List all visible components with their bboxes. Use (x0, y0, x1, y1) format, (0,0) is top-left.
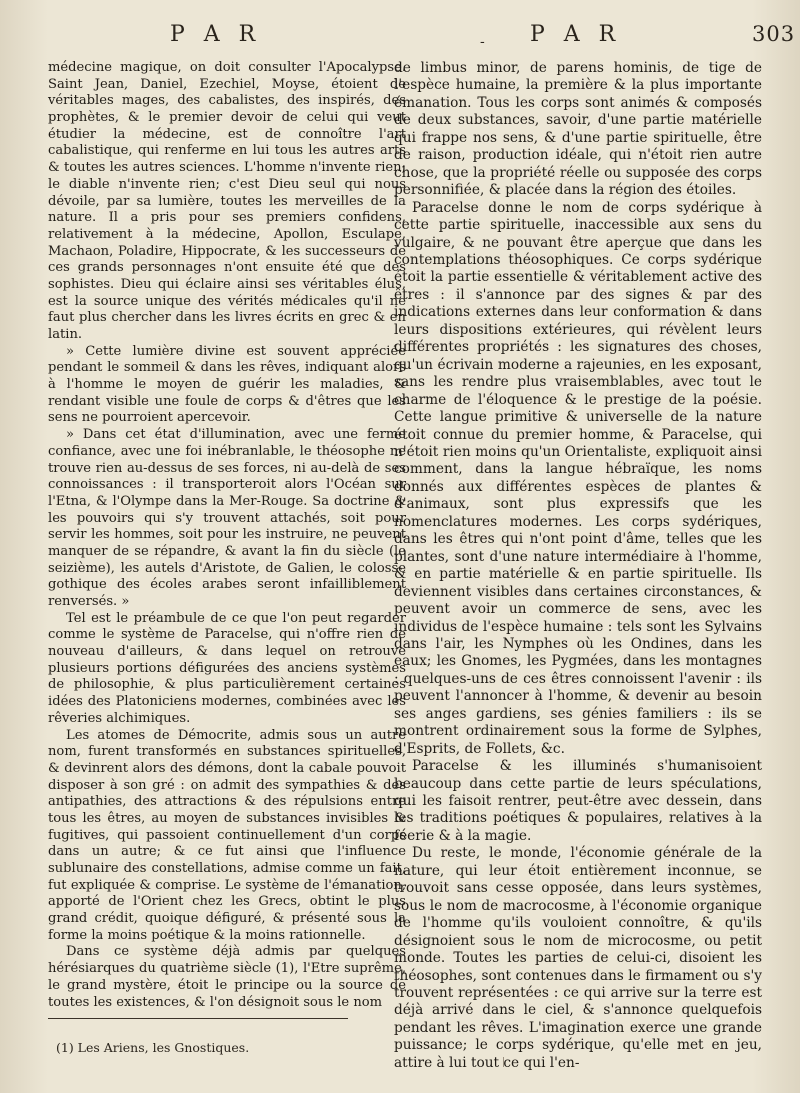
page-number: 303 (752, 22, 796, 46)
left-paragraph-4: Tel est le préambule de ce que l'on peut regarder comme le système de Paracelse, qui n'offre rien de nouveau d'ailleurs, & dans lequel on retrouve plusieurs portions défigurées des anciens systèmes de philosophie, & plus particulièrement certaines idées des Platoniciens modernes, combinées avec les rêveries alchimiques. (48, 610, 406, 726)
right-paragraph-4: Du reste, le monde, l'économie générale de la nature, qui leur étoit entièrement inconnue, se trouvoit sans cesse opposée, dans leurs systèmes, sous le nom de macrocosme, à l'économie organique de l'homme qu'ils vouloient connoître, & qu'ils désignoient sous le nom de microcosme, ou petit monde. Toutes les parties de celui-ci, disoient les théosophes, sont contenues dans le firmament ou s'y trouvent représentées : ce qui arrive sur la terre est déjà arrivé dans le ciel, & s'annonce quelquefois pendant les rêves. L'imagination exerce une grande puissance; le corps sydérique, qu'elle met en jeu, attire à lui tout ce qui l'en- (394, 845, 762, 1071)
left-paragraph-2: » Cette lumière divine est souvent appréciée pendant le sommeil & dans les rêves, indiquant alors à l'homme le moyen de guérir les maladies, & rendant visible une foule de corps & d'êtres que les sens ne pourroient apercevoir. (48, 343, 406, 426)
running-head-dash: - (480, 34, 485, 50)
left-paragraph-6: Dans ce système déjà admis par quelques hérésiarques du quatrième siècle (1), l'Etre suprême, le grand mystère, étoit le principe ou la source de toutes les existences, & l'on désignoit sous le nom (48, 944, 406, 1010)
footnote: (1) Les Ariens, les Gnostiques. (56, 1040, 250, 1055)
page-mark (503, 1057, 508, 1067)
left-column (48, 60, 406, 1011)
right-paragraph-2: Paracelse donne le nom de corps sydérique à cette partie spirituelle, inaccessible aux sens du vulgaire, & ne pouvant être aperçue que dans les contemplations théosophiques. Ce corps sydérique étoit la partie essentielle & véritablement active des êtres : il s'annonce par des signes & par des indications externes dans leur conformation & dans leurs dispositions extérieures, qui révèlent leurs différentes propriétés : les signatures des choses, qu'un écrivain moderne a rajeunies, en les exposant, sans les rendre plus vraisemblables, avec tout le charme de l'éloquence & le prestige de la poésie. Cette langue primitive & universelle de la nature étoit connue du premier homme, & Paracelse, qui n'étoit rien moins qu'un Orientaliste, expliquoit ainsi comment, dans la langue hébraïque, les noms donnés aux différentes espèces de plantes & d'animaux, sont plus expressifs que les nomenclatures modernes. Les corps sydériques, dans les êtres qui n'ont point d'âme, telles que les plantes, sont d'une nature intermédiaire à l'homme, & en partie matérielle & en partie spirituelle. Ils deviennent visibles dans certaines circonstances, & peuvent avoir un commerce de sens, avec les individus de l'espèce humaine : tels sont les Sylvains dans l'air, les Nymphes où les Ondines, dans les eaux; les Gnomes, les Pygmées, dans les montagnes : quelques-uns de ces êtres connoissent l'avenir : ils peuvent l'annoncer à l'homme, & devenir au besoin ses anges gardiens, ses génies familiers : ils se montrent ordinairement sous la forme de Sylphes, d'Esprits, de Follets, &c. (394, 199, 762, 757)
right-column (394, 60, 762, 1072)
right-paragraph-3: Paracelse & les illuminés s'humanisoient beaucoup dans cette partie de leurs spéculations, qui les faisoit rentrer, peut-être avec dessein, dans les traditions poétiques & populaires, relatives à la féerie & à la magie. (394, 758, 762, 844)
running-head-right: P A R (530, 22, 622, 47)
footnote-rule (48, 1018, 348, 1019)
left-paragraph-3: » Dans cet état d'illumination, avec une ferme confiance, avec une foi inébranlable, le théosophe ne trouve rien au-dessus de ses forces, ni au-delà de ses connoissances : il transporteroit alors l'Océan sur l'Etna, & l'Olympe dans la Mer-Rouge. Sa doctrine & les pouvoirs qui s'y trouvent attachés, soit pour servir les hommes, soit pour les instruire, ne peuvent manquer de se répandre, & avant la fin du siècle (le seizième), les autels d'Aristote, de Galien, le colosse gothique des écoles arabes seront infailliblement renversés. » (48, 427, 406, 609)
left-paragraph-5: Les atomes de Démocrite, admis sous un autre nom, furent transformés en substances spirituelles, & devinrent alors des démons, dont la cabale pouvoit disposer à son gré : on admit des sympathies & des antipathies, des attractions & des répulsions entre tous les êtres, au moyen de substances invisibles & fugitives, qui passoient continuellement d'un corps dans un autre; & ce fut ainsi que l'influence sublunaire des constellations, admise comme un fait, fut expliquée & comprise. Le système de l'émanation, apporté de l'Orient chez les Grecs, obtint le plus grand crédit, quoique défiguré, & présenté sous la forme la moins poétique & la moins rationnelle. (48, 727, 406, 943)
right-paragraph-1: de limbus minor, de parens hominis, de tige de l'espèce humaine, la première & la plus importante émanation. Tous les corps sont animés & composés de deux substances, savoir, d'une partie matérielle qui frappe nos sens, & d'une partie spirituelle, être de raison, production idéale, qui n'étoit rien autre chose, que la propriété réelle ou supposée des corps personnifiée, & placée dans la région des étoiles. (394, 60, 762, 199)
left-paragraph-1: médecine magique, on doit consulter l'Apocalypse. Saint Jean, Daniel, Ezechiel, Moyse, étoient de véritables mages, des cabalistes, des inspirés, des prophètes, & le premier devoir de celui qui veut étudier la médecine, est de connoître l'art cabalistique, qui renferme en lui tous les autres arts & toutes les autres sciences. L'homme n'invente rien; le diable n'invente rien; c'est Dieu seul qui nous dévoile, par sa lumière, toutes les merveilles de la nature. Il a pris pour ses premiers confidens, relativement à la médecine, Apollon, Esculape, Machaon, Poladire, Hippocrate, & les successeurs de ces grands personnages n'ont ensuite été que des sophistes. Dieu qui éclaire ainsi ses véritables élus, est la source unique des vérités médicales qu'il ne faut plus chercher dans les livres écrits en grec & en latin. (48, 60, 406, 342)
running-head-left: P A R (170, 22, 262, 47)
